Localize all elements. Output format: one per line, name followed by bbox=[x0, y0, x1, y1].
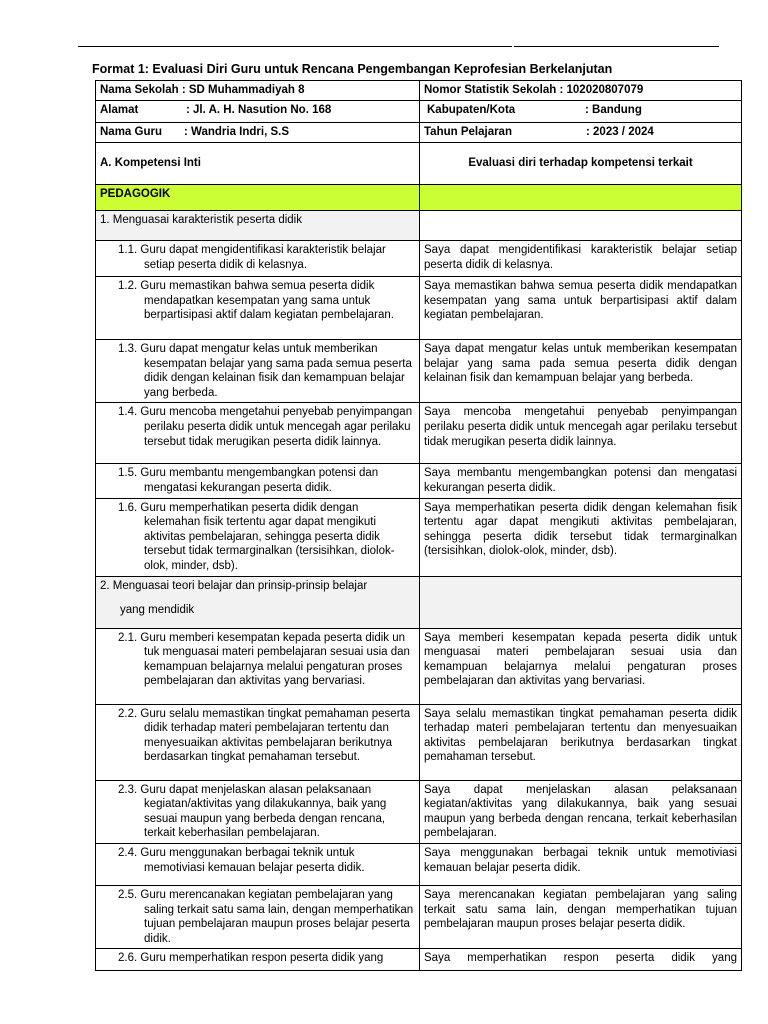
item-1-3-indicator bbox=[96, 340, 420, 403]
city-value: : Bandung bbox=[585, 104, 642, 116]
item-1-2-indicator bbox=[96, 277, 420, 340]
year-label: Tahun Pelajaran bbox=[424, 126, 512, 138]
item-text: 1.5. Guru membantu mengembangkan potensi dan mengatasi kekurangan peserta didik. bbox=[118, 467, 379, 494]
school-npsn: Nomor Statistik Sekolah : 102020807079 bbox=[420, 81, 742, 101]
city-cell bbox=[420, 101, 742, 123]
top-rule-right bbox=[514, 46, 719, 47]
item-2-6-evaluation: Saya memperhatikan respon peserta didik yang bbox=[420, 949, 742, 971]
item-1-6-evaluation: Saya memperhatikan peserta didik dengan kelemahan fisik tertentu agar dapat mengikuti aktivitas pembelajaran, sehingga peserta didik tersebut tidak termarginalkan (tersisihkan, diolok-olok, minder, dsb). bbox=[420, 498, 742, 576]
item-2-1-evaluation: Saya memberi kesempatan kepada peserta didik untuk menguasai materi pembelajaran sesuai usia dan kemampuan belajarnya melalui pengaturan proses pembelajaran dan aktivitas yang bervariasi. bbox=[420, 628, 742, 704]
city-label: Kabupaten/Kota bbox=[427, 104, 516, 116]
item-text: 1.2. Guru memastikan bahwa semua peserta didik mendapatkan kesempatan yang sama untuk berpartisipasi aktif dalam kegiatan pembelajaran. bbox=[118, 280, 394, 322]
teacher-value: : Wandria Indri, S.S bbox=[184, 126, 289, 138]
item-2-5-evaluation: Saya merencanakan kegiatan pembelajaran yang saling terkait satu sama lain, dengan memperhatikan tujuan pembelajaran maupun proses belajar peserta didik. bbox=[420, 885, 742, 948]
item-1-4-indicator bbox=[96, 403, 420, 464]
group-1-blank bbox=[420, 211, 742, 241]
item-text: 2.4. Guru menggunakan berbagai teknik untuk memotiviasi kemauan belajar peserta didik. bbox=[118, 846, 365, 874]
item-2-2-evaluation: Saya selalu memastikan tingkat pemahaman peserta didik terhadap materi pembelajaran tertentu dan menyesuaikan aktivitas pembelajaran berikutnya berdasarkan tingkat pemahaman tersebut. bbox=[420, 704, 742, 780]
item-text: 1.3. Guru dapat mengatur kelas untuk memberikan kesempatan belajar yang sama pada semua peserta didik dengan kelainan fisik dan kemampuan belajar yang berbeda. bbox=[118, 343, 412, 399]
item-1-6-indicator bbox=[96, 498, 420, 576]
item-2-6-indicator bbox=[96, 949, 420, 971]
teacher-label: Nama Guru bbox=[100, 126, 162, 138]
evaluation-table bbox=[95, 80, 742, 971]
group-2-heading bbox=[96, 576, 420, 628]
item-1-2-evaluation: Saya memastikan bahwa semua peserta didik mendapatkan kesempatan yang sama untuk berpartisipasi aktif dalam kegiatan pembelajaran. bbox=[420, 277, 742, 340]
item-2-2-indicator bbox=[96, 704, 420, 780]
school-name: Nama Sekolah : SD Muhammadiyah 8 bbox=[96, 81, 420, 101]
item-text: 1.4. Guru mencoba mengetahui penyebab penyimpangan perilaku peserta didik untuk mencegah agar perilaku tersebut tidak merugikan peserta didik lainnya. bbox=[118, 406, 413, 448]
group-2-heading-line1: 2. Menguasai teori belajar dan prinsip-prinsip belajar bbox=[100, 579, 368, 592]
item-2-5-indicator bbox=[96, 885, 420, 948]
item-1-1-indicator bbox=[96, 241, 420, 277]
group-2-blank bbox=[420, 576, 742, 628]
column-header-right: Evaluasi diri terhadap kompetensi terkait bbox=[420, 143, 742, 185]
top-rule-left bbox=[78, 46, 512, 47]
item-1-3-evaluation: Saya dapat mengatur kelas untuk memberikan kesempatan belajar yang sama pada semua peserta didik dengan kelainan fisik dan kemampuan belajar yang berbeda. bbox=[420, 340, 742, 403]
group-1-heading: 1. Menguasai karakteristik peserta didik bbox=[96, 211, 420, 241]
item-1-1-evaluation: Saya dapat mengidentifikasi karakteristik belajar setiap peserta didik di kelasnya. bbox=[420, 241, 742, 277]
section-pedagogik: PEDAGOGIK bbox=[96, 185, 420, 211]
item-2-1-indicator bbox=[96, 628, 420, 704]
item-2-3-evaluation: Saya dapat menjelaskan alasan pelaksanaan kegiatan/aktivitas yang dilakukannya, baik yang sesuai maupun yang berbeda dengan rencana, terkait keberhasilan pembelajaran. bbox=[420, 780, 742, 843]
format-title: Format 1: Evaluasi Diri Guru untuk Rencana Pengembangan Keprofesian Berkelanjutan bbox=[92, 62, 613, 76]
item-text: 1.6. Guru memperhatikan peserta didik dengan kelemahan fisik tertentu agar dapat mengikuti aktivitas pembelajaran, sehingga peserta didik tersebut tidak termarginalkan (tersisihkan, diolok-olok, minder, dsb). bbox=[118, 501, 395, 572]
item-1-5-evaluation: Saya membantu mengembangkan potensi dan mengatasi kekurangan peserta didik. bbox=[420, 464, 742, 498]
item-2-4-evaluation: Saya menggunakan berbagai teknik untuk memotiviasi kemauan belajar peserta didik. bbox=[420, 843, 742, 885]
item-1-4-evaluation: Saya mencoba mengetahui penyebab penyimpangan perilaku peserta didik untuk mencegah agar perilaku tersebut tidak merugikan peserta didik lainnya. bbox=[420, 403, 742, 464]
column-header-left: A. Kompetensi Inti bbox=[96, 143, 420, 185]
item-text: 2.2. Guru selalu memastikan tingkat pemahaman peserta didik terhadap materi pembelajaran tertentu dan menyesuaikan aktivitas pembelajaran berikutnya berdasarkan tingkat pemahaman tersebut. bbox=[118, 707, 411, 764]
group-2-heading-line2: yang mendidik bbox=[120, 604, 195, 617]
address-value: : Jl. A. H. Nasution No. 168 bbox=[186, 104, 332, 116]
item-text: 2.6. Guru memperhatikan respon peserta didik yang bbox=[118, 952, 384, 965]
item-text: 2.3. Guru dapat menjelaskan alasan pelaksanaan kegiatan/aktivitas yang dilakukannya, baik yang sesuai maupun yang berbeda dengan rencana, terkait keberhasilan pembelajaran. bbox=[118, 783, 387, 840]
item-text: 1.1. Guru dapat mengidentifikasi karakteristik belajar setiap peserta didik di kelasnya. bbox=[118, 244, 386, 271]
address-label: Alamat bbox=[100, 104, 139, 116]
year-cell bbox=[420, 123, 742, 143]
item-text: 2.1. Guru memberi kesempatan kepada peserta didik un tuk menguasai materi pembelajaran sesuai usia dan kemampuan belajarnya melalui pengaturan proses pembelajaran dan aktivitas yang bervariasi. bbox=[118, 631, 410, 688]
item-text: 2.5. Guru merencanakan kegiatan pembelajaran yang saling terkait satu sama lain, dengan memperhatikan tujuan pembelajaran maupun proses belajar peserta didik. bbox=[118, 888, 414, 945]
item-2-3-indicator bbox=[96, 780, 420, 843]
section-pedagogik-blank bbox=[420, 185, 742, 211]
item-1-5-indicator bbox=[96, 464, 420, 498]
year-value: : 2023 / 2024 bbox=[586, 126, 654, 138]
address-cell bbox=[96, 101, 420, 123]
teacher-cell bbox=[96, 123, 420, 143]
item-2-4-indicator bbox=[96, 843, 420, 885]
